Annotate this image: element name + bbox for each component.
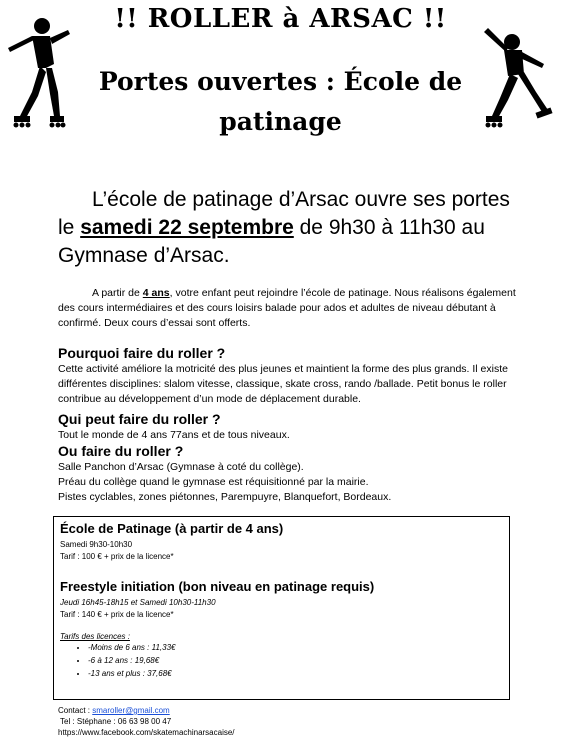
contact-block bbox=[58, 705, 235, 738]
section-heading-who: Qui peut faire du roller ? bbox=[58, 411, 221, 427]
intro-after: de 9h30 à 11h30 au Gymnase d’Arsac. bbox=[58, 216, 485, 267]
section-heading-where: Ou faire du roller ? bbox=[58, 443, 184, 459]
licence-title: Tarifs des licences : bbox=[60, 632, 130, 641]
licence-item: • -13 ans et plus : 37,68€ bbox=[88, 667, 175, 680]
section-body-who: Tout le monde de 4 ans 77ans et de tous niveaux. bbox=[58, 429, 290, 441]
intro-before: L’école de patinage d’Arsac ouvre ses portes le bbox=[58, 188, 510, 239]
course1-schedule: Samedi 9h30-10h30 bbox=[60, 540, 133, 549]
poster-subtitle: Portes ouvertes : École de patinage bbox=[98, 67, 463, 136]
para-age: 4 ans bbox=[142, 287, 170, 299]
contact-label: Contact : bbox=[58, 706, 93, 715]
where-line: Salle Panchon d’Arsac (Gymnase à coté du collège). bbox=[58, 461, 304, 473]
intro-text bbox=[58, 186, 528, 270]
courses-box bbox=[53, 516, 510, 700]
section-body-where bbox=[58, 460, 528, 505]
contact-email-link[interactable]: smaroller@gmail.com bbox=[92, 706, 170, 715]
course2-price: Tarif : 140 € + prix de la licence* bbox=[60, 610, 174, 619]
intro-date: samedi 22 septembre bbox=[80, 216, 294, 239]
section-body-why: Cette activité améliore la motricité des plus jeunes et maintient la forme des plus grands. Il existe différentes disciplines: slalom vitesse, classique, skate cross, rando /ballade. Petit bonus le roller contribue au développement d’un mode de déplacement durable. bbox=[58, 363, 508, 405]
course2-title: Freestyle initiation (bon niveau en patinage requis) bbox=[60, 579, 375, 594]
poster-title: !! ROLLER à ARSAC !! bbox=[114, 4, 447, 34]
licence-list bbox=[60, 641, 175, 680]
where-line: Préau du collège quand le gymnase est réquisitionné par la mairie. bbox=[58, 476, 369, 488]
course1-price: Tarif : 100 € + prix de la licence* bbox=[60, 552, 174, 561]
course2-schedule: Jeudi 16h45-18h15 et Samedi 10h30-11h30 bbox=[60, 598, 216, 607]
licence-item: • -6 à 12 ans : 19,68€ bbox=[88, 654, 175, 667]
section-heading-why: Pourquoi faire du roller ? bbox=[58, 345, 226, 361]
para-after: , votre enfant peut rejoindre l’école de patinage. Nous réalisons également des cours intermédiaires et des cours loisirs balade pour ados et adultes de niveau débutant à confirmé. Deux cours d’essai sont offerts. bbox=[58, 287, 516, 329]
contact-phone: Tel : Stéphane : 06 63 98 00 47 bbox=[60, 717, 172, 726]
intro-paragraph bbox=[58, 286, 528, 331]
para-before: A partir de bbox=[92, 287, 143, 299]
contact-facebook[interactable]: https://www.facebook.com/skatemachinarsacaise/ bbox=[58, 728, 235, 737]
course1-title: École de Patinage (à partir de 4 ans) bbox=[60, 521, 284, 536]
licence-item: • -Moins de 6 ans : 11,33€ bbox=[88, 641, 175, 654]
where-line: Pistes cyclables, zones piétonnes, Parempuyre, Blanquefort, Bordeaux. bbox=[58, 491, 392, 503]
